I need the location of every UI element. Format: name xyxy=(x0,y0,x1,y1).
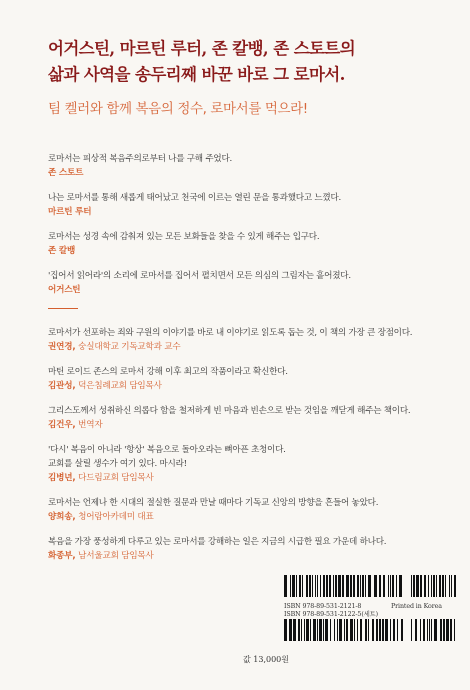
barcode-bar xyxy=(431,619,432,641)
author-role: 숭실대학교 기독교학과 교수 xyxy=(78,342,181,352)
barcode-bar xyxy=(317,575,318,597)
barcode-bar xyxy=(423,619,425,641)
barcode-bar xyxy=(420,575,422,597)
author-name: 김관성 xyxy=(48,381,73,391)
barcode-bar xyxy=(379,619,381,641)
endorsement-text: 마틴 로이드 존스의 로마서 강해 이후 최고의 작품이라고 확신한다. xyxy=(48,367,288,377)
barcode-set-addon xyxy=(411,619,457,641)
endorsement-author: 화종부, 남서울교회 담임목사 xyxy=(48,551,154,561)
barcode-bar xyxy=(293,619,296,641)
barcode-bar xyxy=(292,575,295,597)
isbn-line-2: ISBN 978-89-531-2122-5(세트) xyxy=(284,611,379,618)
barcode-bar xyxy=(396,575,397,597)
barcode-bar xyxy=(454,575,456,597)
barcode-bar xyxy=(379,575,381,597)
barcode-bar xyxy=(390,619,391,641)
barcode-bar xyxy=(392,575,394,597)
barcode-bar xyxy=(333,575,334,597)
barcode-bar xyxy=(296,575,297,597)
endorsement-text: 로마서는 성경 속에 감춰져 있는 모든 보화들을 찾을 수 있게 해주는 입구다. xyxy=(48,232,320,242)
isbn-line-1: ISBN 978-89-531-2121-8 xyxy=(284,603,362,610)
barcode-bar xyxy=(350,575,352,597)
barcode-bar xyxy=(306,619,309,641)
endorsement-author xyxy=(48,245,433,258)
endorsement-item xyxy=(48,269,433,297)
barcode-bar xyxy=(310,619,311,641)
barcode-bar xyxy=(350,619,353,641)
endorsement-text: '집어서 읽어라'의 소리에 로마서를 집어서 펼치면서 모든 의심의 그림자는 흩어졌다. xyxy=(48,271,351,281)
barcode-bar xyxy=(434,619,437,641)
barcode-bar xyxy=(450,619,452,641)
headline-line-1: 어거스틴, 마르틴 루터, 존 칼뱅, 존 스토트의 xyxy=(48,39,356,58)
endorsement-author: 김관성, 덕은침례교회 담임목사 xyxy=(48,381,162,391)
barcode-bar xyxy=(449,575,450,597)
barcode-main xyxy=(284,575,404,597)
barcode-bar xyxy=(445,575,446,597)
barcode-bar xyxy=(454,619,455,641)
barcode-bar xyxy=(338,575,341,597)
barcode-bar xyxy=(301,619,302,641)
barcode-bar xyxy=(360,575,361,597)
barcode-bar xyxy=(411,619,412,641)
barcode-bar xyxy=(337,619,338,641)
barcode-bar xyxy=(284,619,287,641)
barcode-bar xyxy=(399,575,402,597)
author-name: 존 칼뱅 xyxy=(48,246,76,256)
barcode-bar xyxy=(424,575,426,597)
barcode-bar xyxy=(436,575,437,597)
barcode-bar xyxy=(326,575,328,597)
barcode-bar xyxy=(376,619,378,641)
barcode-bar xyxy=(443,619,445,641)
subhead: 팀 켈러와 함께 복음의 정수, 로마서를 먹으라! xyxy=(48,101,308,117)
endorsement-author: 김병년, 다드림교회 담임목사 xyxy=(48,473,154,483)
barcode-bar xyxy=(290,575,291,597)
barcode-bar xyxy=(382,619,384,641)
barcode-bar xyxy=(372,619,374,641)
endorsement-author: 권연경, 숭실대학교 기독교학과 교수 xyxy=(48,342,181,352)
author-name: 김건우 xyxy=(48,420,73,430)
author-name: 권연경 xyxy=(48,342,73,352)
endorsement-author xyxy=(48,284,433,297)
barcode-bar xyxy=(344,619,345,641)
barcode-bar xyxy=(306,575,308,597)
barcode-bar xyxy=(446,619,449,641)
barcode-bar xyxy=(284,575,287,597)
barcode-bar xyxy=(323,619,324,641)
endorsement-author: 김건우, 번역자 xyxy=(48,420,103,430)
endorsement-author xyxy=(48,206,433,219)
barcode-bar xyxy=(298,619,300,641)
barcode-set xyxy=(284,619,404,641)
price: 값 13,000원 xyxy=(243,655,289,664)
barcode-bar xyxy=(309,575,311,597)
endorsements xyxy=(48,152,433,574)
barcode-bar xyxy=(334,619,335,641)
endorsement-text: 나는 로마서를 통해 새롭게 태어났고 천국에 이르는 열린 문을 통과했다고 느꼈다. xyxy=(48,193,342,203)
barcode-bar xyxy=(346,575,349,597)
endorsement-item xyxy=(48,443,433,485)
endorsement-text: 복음을 가장 풍성하게 다루고 있는 로마서를 강해하는 일은 지금의 시급한 필요 가운데 하나다. xyxy=(48,537,387,547)
endorsement-item xyxy=(48,230,433,258)
barcode-bar xyxy=(431,575,432,597)
barcode-bar xyxy=(374,575,377,597)
barcode-bar xyxy=(312,575,313,597)
barcode-bar xyxy=(388,575,389,597)
barcode-bar xyxy=(325,619,328,641)
barcode-bar xyxy=(353,575,355,597)
endorsement-text: 그리스도께서 성취하신 의롭다 함을 철저하게 빈 마음과 빈손으로 받는 것임을 깨닫게 해주는 책이다. xyxy=(48,406,411,416)
author-name: 김병년 xyxy=(48,473,73,483)
barcode-bar xyxy=(416,575,419,597)
barcode-bar xyxy=(390,575,391,597)
author-role: 덕은침례교회 담임목사 xyxy=(78,381,162,391)
endorsement-text: '다시' 복음이 아니라 '항상' 복음으로 돌아오라는 뼈아픈 초청이다. 교회를 살릴 생수가 여기 있다. 마시라! xyxy=(48,445,286,469)
barcode-bar xyxy=(368,575,371,597)
barcode-bar xyxy=(320,575,321,597)
barcode-bar xyxy=(368,619,369,641)
barcode-bar xyxy=(439,575,441,597)
endorsement-item xyxy=(48,365,433,393)
barcode-bar xyxy=(401,619,403,641)
barcode-bar xyxy=(383,575,385,597)
barcode-bar xyxy=(335,575,337,597)
barcode-bar xyxy=(317,619,318,641)
endorsement-item xyxy=(48,152,433,180)
barcode-bar xyxy=(357,619,358,641)
barcode-bar xyxy=(330,619,331,641)
barcode-bar xyxy=(357,575,359,597)
barcode-bar xyxy=(346,619,348,641)
endorsement-text: 로마서가 선포하는 죄와 구원의 이야기를 바로 내 이야기로 읽도록 돕는 것, 이 책의 가장 큰 장점이다. xyxy=(48,328,413,338)
endorsement-item xyxy=(48,326,433,354)
barcode-bar xyxy=(329,575,331,597)
barcode-addon xyxy=(411,575,457,597)
barcode-bar xyxy=(319,619,322,641)
barcode-bar xyxy=(397,619,398,641)
barcode-bar xyxy=(385,619,388,641)
endorsement-text: 로마서는 피상적 복음주의로부터 나를 구해 주었다. xyxy=(48,154,232,164)
barcode-bar xyxy=(427,619,428,641)
author-role: 다드림교회 담임목사 xyxy=(78,473,154,483)
author-name: 어거스틴 xyxy=(48,285,81,295)
barcode-bar xyxy=(354,619,355,641)
author-name: 존 스토트 xyxy=(48,168,84,178)
barcode-bar xyxy=(289,619,292,641)
barcode-bar xyxy=(442,575,444,597)
endorsement-item xyxy=(48,191,433,219)
endorsement-text: 로마서는 언제나 한 시대의 절실한 질문과 만날 때마다 기독교 신앙의 방향을 흔들어 놓았다. xyxy=(48,498,379,508)
author-name: 화종부 xyxy=(48,551,73,561)
barcode-bar xyxy=(415,619,417,641)
author-name: 양희송 xyxy=(48,512,73,522)
barcode-bar xyxy=(360,619,362,641)
barcode-bar xyxy=(304,619,305,641)
barcode-bar xyxy=(342,575,344,597)
barcode-bar xyxy=(440,619,442,641)
barcode-bar xyxy=(339,619,342,641)
barcode-bar xyxy=(451,575,452,597)
classic-quotes xyxy=(48,152,433,297)
barcode-bar xyxy=(302,575,303,597)
endorsement-item xyxy=(48,496,433,524)
endorsement-item xyxy=(48,404,433,432)
barcode-bar xyxy=(411,575,412,597)
headline-line-2: 삶과 사역을 송두리째 바꾼 바로 그 로마서. xyxy=(48,65,345,84)
barcode-bar xyxy=(362,575,364,597)
barcode-bar xyxy=(315,575,316,597)
author-name: 마르틴 루터 xyxy=(48,207,92,217)
author-role: 청어람아카데미 대표 xyxy=(78,512,154,522)
barcode-bar xyxy=(299,575,301,597)
headline xyxy=(48,36,448,88)
barcode-bar xyxy=(313,619,316,641)
barcode-bar xyxy=(433,575,435,597)
barcode-bar xyxy=(420,619,421,641)
recommendation-quotes xyxy=(48,326,433,563)
author-role: 번역자 xyxy=(78,420,103,430)
author-role: 남서울교회 담임목사 xyxy=(78,551,154,561)
barcode-bar xyxy=(428,575,429,597)
barcode-bar xyxy=(323,575,325,597)
barcode-bar xyxy=(413,575,415,597)
endorsement-item xyxy=(48,535,433,563)
section-divider xyxy=(48,308,78,309)
printed-in: Printed in Korea xyxy=(391,603,442,610)
barcode-bar xyxy=(429,619,430,641)
endorsement-author xyxy=(48,167,433,180)
barcode-bar xyxy=(365,619,367,641)
barcode-bar xyxy=(393,619,395,641)
barcode-bar xyxy=(365,575,366,597)
endorsement-author: 양희송, 청어람아카데미 대표 xyxy=(48,512,154,522)
